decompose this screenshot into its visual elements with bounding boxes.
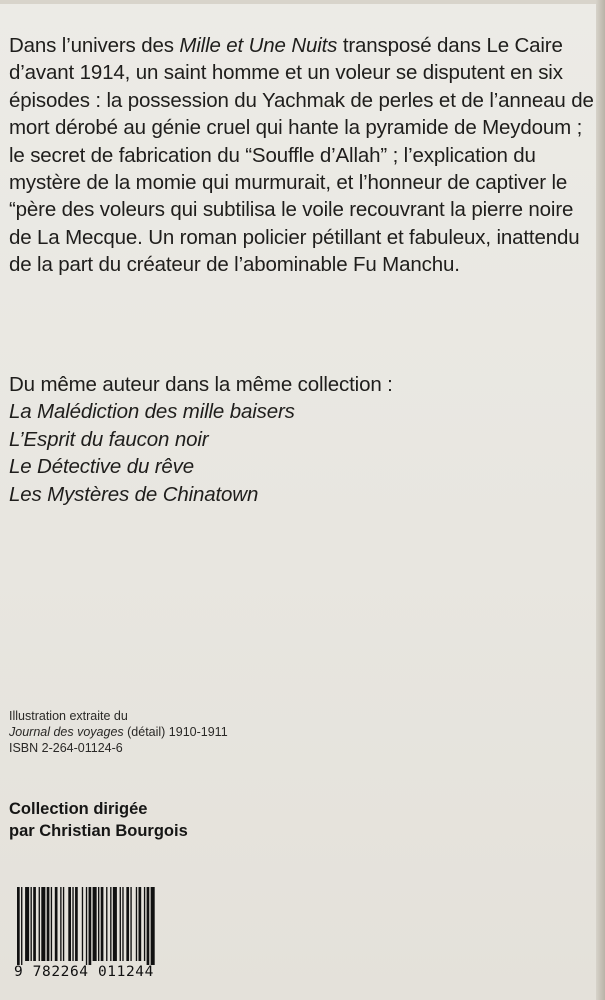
barcode-bar bbox=[139, 887, 142, 961]
credit-line-2 bbox=[9, 724, 228, 740]
barcode-bar bbox=[82, 887, 83, 961]
barcode-bar bbox=[55, 887, 58, 961]
barcode-bar bbox=[47, 887, 50, 961]
barcode-bar bbox=[25, 887, 29, 961]
barcode-bar bbox=[21, 887, 22, 965]
barcode-bar bbox=[68, 887, 71, 961]
barcode-bar bbox=[147, 887, 150, 965]
barcode-bar bbox=[136, 887, 137, 961]
illustration-credits bbox=[9, 708, 228, 756]
blurb-text bbox=[9, 32, 595, 279]
barcode-bar bbox=[122, 887, 123, 961]
barcode-digits: 9 782264 011244 bbox=[14, 964, 154, 980]
barcode-bar bbox=[113, 887, 117, 961]
barcode-bar bbox=[93, 887, 97, 961]
barcode-bar bbox=[41, 887, 45, 961]
barcode-bar bbox=[86, 887, 87, 965]
barcode-bar bbox=[17, 887, 20, 965]
barcode-bar bbox=[106, 887, 107, 961]
isbn-line: ISBN 2-264-01124-6 bbox=[9, 741, 123, 755]
barcode-bar bbox=[33, 887, 36, 961]
blurb-prefix: Dans l’univers des bbox=[9, 34, 180, 57]
barcode-bar bbox=[130, 887, 131, 961]
blurb-italic-title: Mille et Une Nuits bbox=[179, 34, 338, 57]
credit-line-1: Illustration extraite du bbox=[9, 709, 128, 723]
barcode-bar bbox=[144, 887, 145, 961]
blurb-paragraph bbox=[9, 32, 595, 279]
barcode-bar bbox=[75, 887, 78, 961]
collection-line-2: par Christian Bourgois bbox=[9, 822, 188, 840]
cover-top-edge bbox=[0, 0, 605, 4]
barcode-bar bbox=[110, 887, 111, 961]
collection-credit bbox=[9, 798, 188, 842]
journal-title: Journal des voyages bbox=[9, 725, 124, 739]
book-title-2: L’Esprit du faucon noir bbox=[9, 427, 209, 451]
barcode-bar bbox=[151, 887, 155, 965]
barcode-bar bbox=[101, 887, 104, 961]
barcode-bar bbox=[126, 887, 129, 961]
barcode-bar bbox=[39, 887, 40, 961]
same-author-list bbox=[9, 371, 595, 508]
barcode-bar bbox=[89, 887, 92, 965]
blurb-suffix: transposé dans Le Caire d’avant 1914, un saint homme et un voleur se disputent en six épisodes : la possession du Yachmak de perles et de l’anneau de mort dérobé au génie cruel qui hante la pyramide de Meydoum ; le secret de fabrication du “Souffle d’Allah” ; l’explication du mystère de la momie qui murmurait, et l’honneur de captiver le “père des voleurs qui subtilisa le voile recouvrant la pierre noire de La Mecque. Un roman policier pétillant et fabuleux, inattendu de la part du créateur de l’abominable Fu Manchu. bbox=[9, 34, 594, 277]
collection-line-1: Collection dirigée bbox=[9, 800, 148, 818]
journal-detail: (détail) 1910-1911 bbox=[123, 725, 228, 739]
book-title-1: La Malédiction des mille baisers bbox=[9, 400, 295, 424]
barcode-bar bbox=[98, 887, 99, 961]
barcode-bar bbox=[120, 887, 121, 961]
same-author-heading: Du même auteur dans la même collection : bbox=[9, 373, 393, 396]
cover-right-edge bbox=[596, 0, 605, 1000]
barcode bbox=[14, 887, 203, 987]
barcode-bar bbox=[31, 887, 32, 961]
barcode-bar bbox=[60, 887, 61, 961]
book-title-4: Les Mystères de Chinatown bbox=[9, 482, 259, 506]
barcode-bars bbox=[14, 887, 203, 965]
barcode-bar bbox=[51, 887, 52, 961]
barcode-bar bbox=[63, 887, 64, 961]
book-title-3: Le Détective du rêve bbox=[9, 455, 195, 479]
barcode-bar bbox=[72, 887, 73, 961]
